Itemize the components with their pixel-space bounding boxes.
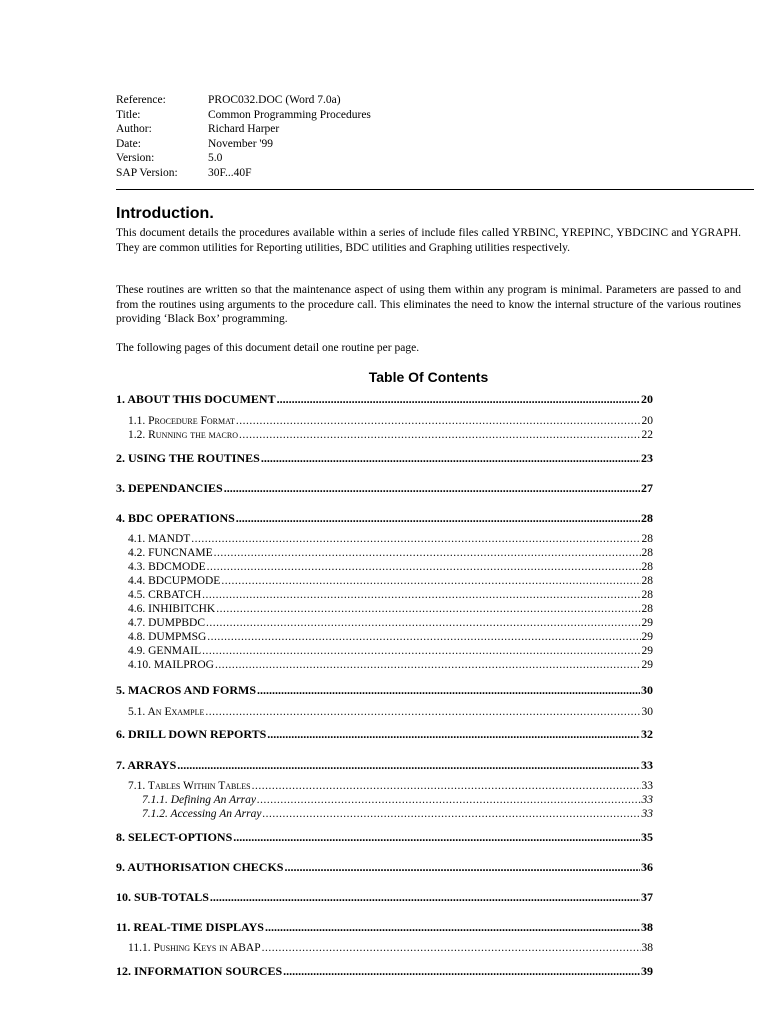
toc-entry[interactable] <box>116 392 653 407</box>
meta-value: Common Programming Procedures <box>208 108 371 121</box>
toc-entry[interactable] <box>116 603 653 615</box>
toc-entry-text: 7.1.2. Accessing An Array <box>142 808 262 820</box>
toc-leader <box>267 727 640 742</box>
toc-entry-text: 4.8. DUMPMSG <box>128 631 207 643</box>
toc-leader <box>277 392 640 407</box>
toc-entry[interactable] <box>116 451 653 466</box>
toc-page-number: 22 <box>641 429 653 441</box>
toc-entry[interactable] <box>116 659 653 671</box>
toc-page-number: 23 <box>641 451 653 465</box>
toc-leader <box>207 631 640 643</box>
toc-page-number: 28 <box>641 547 653 559</box>
toc-page-number: 36 <box>641 860 653 874</box>
toc-entry-text: 12. INFORMATION SOURCES <box>116 964 283 978</box>
toc-page-number: 32 <box>641 727 653 741</box>
toc-page-number: 28 <box>641 575 653 587</box>
toc-page-number: 33 <box>641 794 653 806</box>
toc-entry[interactable] <box>116 547 653 559</box>
meta-row-author <box>116 122 371 137</box>
document-metadata <box>116 93 371 181</box>
toc-page-number: 30 <box>641 683 653 697</box>
toc-entry[interactable] <box>116 415 653 427</box>
toc-entry-text: 1. ABOUT THIS DOCUMENT <box>116 392 276 406</box>
toc-entry-text: 4. BDC OPERATIONS <box>116 511 235 525</box>
toc-leader <box>262 808 640 820</box>
toc-page-number: 29 <box>641 645 653 657</box>
toc-page-number: 37 <box>641 890 653 904</box>
intro-paragraph: The following pages of this document detail one routine per page. <box>116 342 420 354</box>
toc-entry[interactable] <box>116 561 653 573</box>
toc-entry-text: 1.2. Running the macro <box>128 429 238 441</box>
toc-page-number: 29 <box>641 617 653 629</box>
header-divider <box>116 189 754 190</box>
toc-page-number: 39 <box>641 964 653 978</box>
toc-leader <box>207 561 641 573</box>
toc-entry[interactable] <box>116 683 653 698</box>
toc-leader <box>177 758 640 773</box>
toc-page-number: 30 <box>641 706 653 718</box>
toc-leader <box>265 920 640 935</box>
toc-entry-text: 10. SUB-TOTALS <box>116 890 209 904</box>
toc-page-number: 28 <box>641 561 653 573</box>
toc-leader <box>236 415 641 427</box>
toc-entry[interactable] <box>116 645 653 657</box>
toc-page-number: 29 <box>641 631 653 643</box>
toc-entry[interactable] <box>116 964 653 979</box>
toc-leader <box>236 511 640 526</box>
meta-row-date <box>116 137 371 152</box>
toc-entry-text: 4.7. DUMPBDC <box>128 617 206 629</box>
toc-leader <box>206 617 640 629</box>
toc-leader <box>202 589 640 601</box>
toc-entry-text: 4.3. BDCMODE <box>128 561 206 573</box>
toc-entry-text: 4.5. CRBATCH <box>128 589 202 601</box>
toc-entry[interactable] <box>116 794 653 806</box>
toc-entry-text: 4.1. MANDT <box>128 533 191 545</box>
meta-row-version <box>116 151 371 166</box>
toc-page-number: 28 <box>641 511 653 525</box>
toc-entry-text: 4.6. INHIBITCHK <box>128 603 216 615</box>
toc-page-number: 33 <box>641 758 653 772</box>
meta-label: Reference: <box>116 94 166 106</box>
toc-entry-text: 5. MACROS AND FORMS <box>116 683 256 697</box>
toc-entry-text: 3. DEPENDANCIES <box>116 481 223 495</box>
toc-page-number: 33 <box>641 780 653 792</box>
toc-entry-text: 2. USING THE ROUTINES <box>116 451 260 465</box>
toc-entry[interactable] <box>116 890 653 905</box>
toc-leader <box>214 547 641 559</box>
toc-entry-text: 7. ARRAYS <box>116 758 177 772</box>
meta-row-sap-version <box>116 166 371 181</box>
toc-page-number: 20 <box>641 415 653 427</box>
toc-entry-text: 7.1. Tables Within Tables <box>128 780 251 792</box>
toc-entry-text: 8. SELECT-OPTIONS <box>116 830 233 844</box>
toc-entry[interactable] <box>116 808 653 820</box>
toc-entry-text: 6. DRILL DOWN REPORTS <box>116 727 267 741</box>
toc-leader <box>283 964 640 979</box>
meta-row-title <box>116 108 371 123</box>
toc-entry[interactable] <box>116 589 653 601</box>
meta-label: Version: <box>116 152 155 165</box>
toc-leader <box>224 481 640 496</box>
toc-entry[interactable] <box>116 780 653 792</box>
toc-leader <box>191 533 640 545</box>
toc-entry[interactable] <box>116 920 653 935</box>
toc-entry[interactable] <box>116 727 653 742</box>
toc-page-number: 38 <box>641 942 653 954</box>
toc-leader <box>215 659 641 671</box>
toc-leader <box>233 830 640 845</box>
toc-leader <box>202 645 640 657</box>
toc-leader <box>257 683 640 698</box>
meta-value: Richard Harper <box>208 123 280 136</box>
toc-page-number: 28 <box>641 533 653 545</box>
toc-entry[interactable] <box>116 575 653 587</box>
meta-label: Author: <box>116 123 152 136</box>
toc-leader <box>257 794 641 806</box>
toc-leader <box>210 890 640 905</box>
meta-value: 5.0 <box>208 152 223 165</box>
meta-value: 30F...40F <box>208 166 252 179</box>
toc-entry-text: 4.4. BDCUPMODE <box>128 575 221 587</box>
toc-leader <box>221 575 640 587</box>
toc-page-number: 33 <box>641 808 653 820</box>
meta-label: Title: <box>116 108 141 121</box>
toc-page-number: 20 <box>641 392 653 406</box>
toc-leader <box>261 451 640 466</box>
toc-page-number: 28 <box>641 603 653 615</box>
toc-entry-text: 11. REAL-TIME DISPLAYS <box>116 920 264 934</box>
meta-row-reference <box>116 93 371 108</box>
toc-page-number: 27 <box>641 481 653 495</box>
meta-value: PROC032.DOC (Word 7.0a) <box>208 94 341 106</box>
toc-entry[interactable] <box>116 942 653 954</box>
toc-page-number: 35 <box>641 830 653 844</box>
meta-label: Date: <box>116 137 141 150</box>
toc-leader <box>284 860 640 875</box>
toc-leader <box>239 429 641 441</box>
toc-entry[interactable] <box>116 511 653 526</box>
intro-paragraph: These routines are written so that the maintenance aspect of using them within any program is minimal. Parameters are passed to and from the routines using arguments to the procedure call. This eliminates the need to know the internal structure of the various routines providing ‘Black Box’ programming. <box>116 284 741 325</box>
intro-paragraph: This document details the procedures available within a series of include files called YRBINC, YREPINC, YBDCINC and YGRAPH. They are common utilities for Reporting utilities, BDC utilities and Graphing utilities respectively. <box>116 227 741 254</box>
toc-leader <box>205 706 640 718</box>
toc-leader <box>216 603 640 615</box>
intro-heading: Introduction. <box>116 205 214 222</box>
toc-page-number: 28 <box>641 589 653 601</box>
meta-label: SAP Version: <box>116 166 178 179</box>
toc-entry[interactable] <box>116 706 653 718</box>
toc-entry-text: 4.9. GENMAIL <box>128 645 202 657</box>
toc-entry-text: 9. AUTHORISATION CHECKS <box>116 860 284 874</box>
toc-entry[interactable] <box>116 429 653 441</box>
meta-value: November '99 <box>208 137 273 150</box>
toc-leader <box>262 942 641 954</box>
toc-page-number: 38 <box>641 920 653 934</box>
toc-entry-text: 4.10. MAILPROG <box>128 659 214 671</box>
toc-entry-text: 4.2. FUNCNAME <box>128 547 213 559</box>
toc-entry[interactable] <box>116 758 653 773</box>
toc-page-number: 29 <box>641 659 653 671</box>
toc-entry[interactable] <box>116 481 653 496</box>
toc-entry[interactable] <box>116 631 653 643</box>
toc-entry[interactable] <box>116 860 653 875</box>
toc-entry[interactable] <box>116 617 653 629</box>
toc-entry-text: 7.1.1. Defining An Array <box>142 794 256 806</box>
toc-title: Table Of Contents <box>368 369 489 385</box>
toc-entry-text: 5.1. An Example <box>128 706 205 718</box>
toc-entry[interactable] <box>116 533 653 545</box>
toc-entry-text: 11.1. Pushing Keys in ABAP <box>128 942 261 954</box>
toc-leader <box>252 780 641 792</box>
toc-entry-text: 1.1. Procedure Format <box>128 415 235 427</box>
toc-entry[interactable] <box>116 830 653 845</box>
